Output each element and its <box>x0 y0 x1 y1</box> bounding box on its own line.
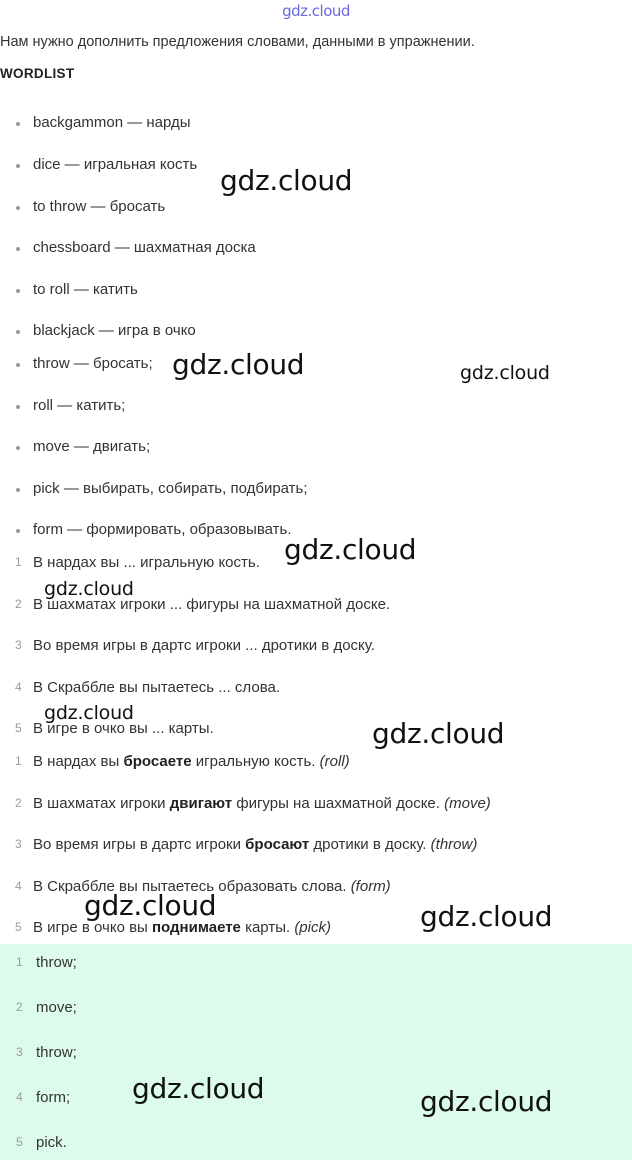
watermark: gdz.cloud <box>132 1072 265 1105</box>
bullet-dot <box>16 446 20 450</box>
watermark: gdz.cloud <box>172 348 305 381</box>
intro-text: Нам нужно дополнить предложения словами, данными в упражнении. <box>0 34 475 50</box>
bullet-dot <box>16 289 20 293</box>
header-watermark: gdz.cloud <box>282 2 350 20</box>
watermark: gdz.cloud <box>84 889 217 922</box>
bullet-dot <box>16 247 20 251</box>
bullet-dot <box>16 122 20 126</box>
wordlist-heading: WORDLIST <box>0 66 75 81</box>
bullet-dot <box>16 363 20 367</box>
watermark: gdz.cloud <box>44 578 134 600</box>
watermark: gdz.cloud <box>420 1085 553 1118</box>
watermark: gdz.cloud <box>44 702 134 724</box>
bullet-dot <box>16 164 20 168</box>
watermark: gdz.cloud <box>284 533 417 566</box>
bullet-dot <box>16 488 20 492</box>
answer-box: 1 throw; 2 move; 3 throw; 4 form; 5 pick. <box>0 944 632 1160</box>
watermark: gdz.cloud <box>220 164 353 197</box>
bullet-dot <box>16 405 20 409</box>
bullet-dot <box>16 529 20 533</box>
watermark: gdz.cloud <box>420 900 553 933</box>
bullet-dot <box>16 330 20 334</box>
watermark: gdz.cloud <box>372 717 505 750</box>
bullet-dot <box>16 206 20 210</box>
watermark: gdz.cloud <box>460 362 550 384</box>
